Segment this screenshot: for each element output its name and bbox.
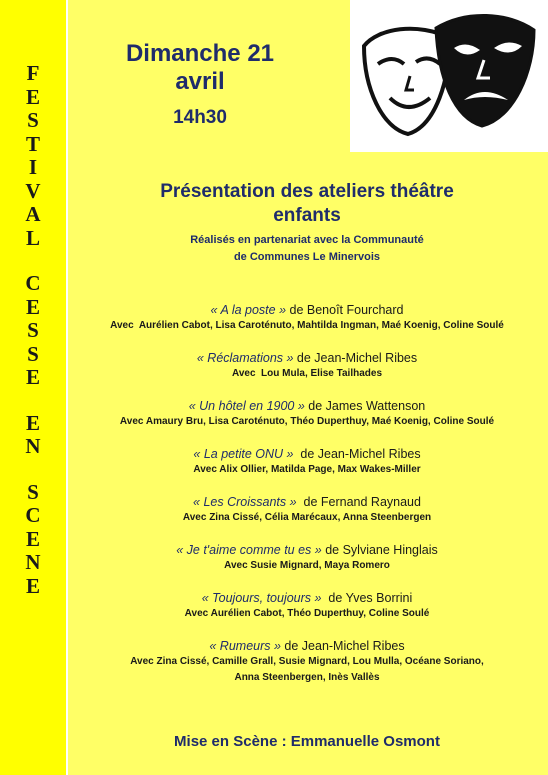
vertical-word bbox=[25, 62, 40, 250]
play-title: « La petite ONU » bbox=[193, 447, 294, 461]
play-title-line bbox=[66, 446, 548, 462]
festival-vertical-title bbox=[0, 62, 66, 620]
play-title-line bbox=[66, 638, 548, 654]
play-title-line bbox=[66, 542, 548, 558]
play-cast: Avec Amaury Bru, Lisa Caroténuto, Théo Duperthuy, Maé Koenig, Coline Soulé bbox=[119, 416, 495, 427]
play-cast: Avec Zina Cissé, Camille Grall, Susie Mignard, Lou Mulla, Océane Soriano, bbox=[130, 656, 484, 667]
partnership-line-2: de Communes Le Minervois bbox=[233, 251, 381, 263]
play-title: « Les Croissants » bbox=[193, 495, 297, 509]
partnership-note bbox=[66, 232, 548, 266]
headline-line-2: enfants bbox=[273, 205, 341, 226]
vertical-letter: E bbox=[25, 526, 40, 551]
plays-list bbox=[66, 302, 548, 686]
vertical-letter: V bbox=[25, 178, 41, 203]
event-time: 14h30 bbox=[173, 107, 227, 128]
vertical-letter: C bbox=[25, 271, 41, 295]
play-cast: Avec Aurélien Cabot, Théo Duperthuy, Coline Soulé bbox=[184, 608, 430, 619]
vertical-word bbox=[25, 272, 40, 390]
play-item bbox=[66, 446, 548, 478]
theatre-masks-image bbox=[350, 0, 548, 152]
vertical-word bbox=[25, 481, 40, 599]
vertical-letter: N bbox=[25, 434, 41, 458]
vertical-letter: E bbox=[25, 573, 40, 598]
play-title-line bbox=[66, 302, 548, 318]
play-title: « Un hôtel en 1900 » bbox=[188, 399, 305, 413]
vertical-letter: S bbox=[27, 341, 39, 366]
vertical-letter: I bbox=[28, 155, 38, 179]
play-cast: Avec Susie Mignard, Maya Romero bbox=[224, 560, 390, 571]
headline-line-1: Présentation des ateliers théâtre bbox=[160, 181, 454, 202]
play-item bbox=[66, 542, 548, 574]
play-cast: Avec Aurélien Cabot, Lisa Caroténuto, Mahtilda Ingman, Maé Koenig, Coline Soulé bbox=[110, 320, 504, 331]
play-author: de Yves Borrini bbox=[321, 591, 413, 605]
play-author: de Jean-Michel Ribes bbox=[280, 639, 405, 653]
date-day: Dimanche 21 bbox=[125, 40, 275, 67]
main-content bbox=[66, 180, 548, 702]
play-author: de James Wattenson bbox=[304, 399, 426, 413]
play-title: « A la poste » bbox=[210, 303, 287, 317]
play-title-line bbox=[66, 398, 548, 414]
vertical-letter: S bbox=[27, 318, 39, 342]
play-author: de Sylviane Hinglais bbox=[321, 543, 438, 557]
vertical-letter: S bbox=[27, 479, 39, 504]
play-item bbox=[66, 350, 548, 382]
play-cast: Avec Alix Ollier, Matilda Page, Max Wakes-Miller bbox=[193, 464, 421, 475]
play-title-line bbox=[66, 350, 548, 366]
vertical-word bbox=[25, 412, 40, 459]
vertical-letter: E bbox=[25, 84, 40, 109]
theatre-masks-icon bbox=[358, 8, 540, 144]
event-date bbox=[100, 40, 300, 130]
play-title-line bbox=[66, 590, 548, 606]
play-author: de Benoît Fourchard bbox=[286, 303, 404, 317]
vertical-letter: C bbox=[25, 503, 41, 527]
vertical-letter: E bbox=[25, 365, 40, 389]
play-item bbox=[66, 302, 548, 334]
play-title: « Rumeurs » bbox=[209, 639, 281, 653]
director-credit: Mise en Scène : Emmanuelle Osmont bbox=[174, 733, 440, 750]
play-item bbox=[66, 398, 548, 430]
play-title: « Je t'aime comme tu es » bbox=[176, 543, 322, 557]
play-title-line bbox=[66, 494, 548, 510]
headline bbox=[66, 180, 548, 228]
play-author: de Fernand Raynaud bbox=[296, 495, 421, 509]
play-item bbox=[66, 494, 548, 526]
vertical-letter: E bbox=[25, 410, 40, 435]
vertical-letter: E bbox=[25, 294, 40, 319]
play-title: « Toujours, toujours » bbox=[201, 591, 322, 605]
vertical-letter: A bbox=[25, 202, 41, 226]
vertical-letter: F bbox=[26, 61, 40, 85]
play-title: « Réclamations » bbox=[196, 351, 294, 365]
play-cast: Avec Zina Cissé, Célia Marécaux, Anna Steenbergen bbox=[182, 512, 432, 523]
play-author: de Jean-Michel Ribes bbox=[293, 351, 418, 365]
play-cast: Anna Steenbergen, Inès Vallès bbox=[234, 672, 380, 683]
vertical-letter: T bbox=[25, 131, 40, 156]
date-month: avril bbox=[175, 68, 225, 95]
vertical-letter: L bbox=[25, 225, 40, 250]
partnership-line-1: Réalisés en partenariat avec la Communauté bbox=[190, 234, 424, 246]
play-cast: Avec Lou Mula, Elise Tailhades bbox=[231, 368, 383, 379]
play-item bbox=[66, 638, 548, 686]
vertical-letter: N bbox=[25, 550, 41, 574]
vertical-letter: S bbox=[27, 108, 39, 132]
play-item bbox=[66, 590, 548, 622]
play-author: de Jean-Michel Ribes bbox=[293, 447, 421, 461]
